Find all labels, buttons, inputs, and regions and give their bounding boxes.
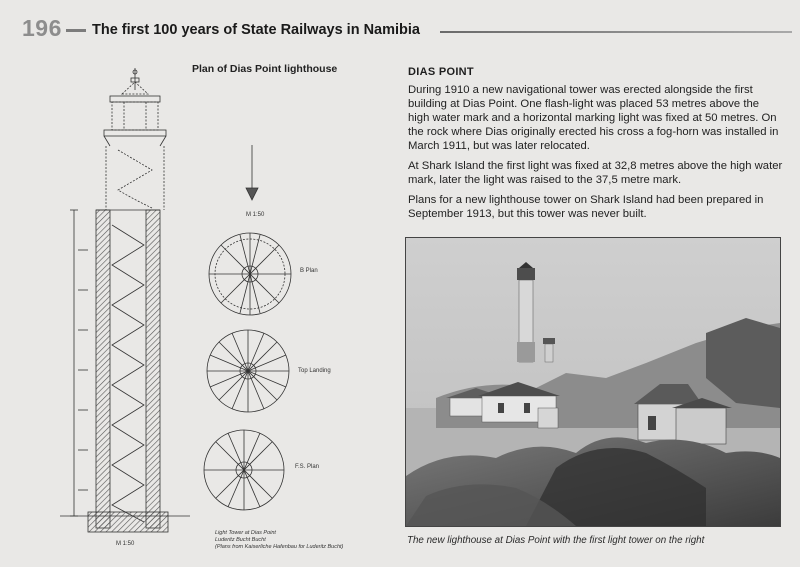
floor-plan-2 xyxy=(207,330,289,412)
lighthouse-photo xyxy=(405,237,781,527)
north-arrow-icon xyxy=(246,145,258,200)
level-3-label: F.S. Plan xyxy=(295,464,320,470)
legend-line-1: Light Tower at Dias Point xyxy=(215,530,276,536)
article xyxy=(408,66,783,227)
floor-plan-3 xyxy=(204,430,284,510)
level-1-label: B Plan xyxy=(300,268,318,274)
header-dash xyxy=(66,29,86,32)
page-header xyxy=(22,14,792,44)
lighthouse-plan-drawing xyxy=(40,60,380,555)
floor-plan-1 xyxy=(209,233,291,315)
plan-title: Plan of Dias Point lighthouse xyxy=(192,63,338,75)
level-2-label: Top Landing xyxy=(298,368,331,374)
paragraph-3: Plans for a new lighthouse tower on Shark Island had been prepared in September 1913, but this tower was never built. xyxy=(408,194,764,220)
lighthouse-plan-svg xyxy=(40,60,380,555)
header-rule xyxy=(440,31,792,33)
tower-elevation xyxy=(60,68,190,532)
photo-caption: The new lighthouse at Dias Point with the first light tower on the right xyxy=(407,535,705,546)
legend-line-3: (Plans from Kaiserliche Hafenbau for Luderitz Bucht) xyxy=(215,544,344,550)
tower-scale-label: M 1:50 xyxy=(116,541,135,547)
book-title: The first 100 years of State Railways in Namibia xyxy=(92,22,420,38)
paragraph-1: During 1910 a new navigational tower was erected alongside the first building at Dias Point. One flash-light was placed 53 metres above the high water mark and a horizontal marking light was fixed at 50 metres. On the rock where Dias originally erected his cross a fog-horn was installed in March 1911, but was later relocated. xyxy=(408,84,779,152)
page-number: 196 xyxy=(22,15,62,41)
section-heading: DIAS POINT xyxy=(408,66,474,78)
lighthouse-photo-svg xyxy=(406,238,780,526)
north-scale-label: M 1:50 xyxy=(246,212,265,218)
paragraph-2: At Shark Island the first light was fixed at 32,8 metres above the high water mark, later the light was raised to the 37,5 metre mark. xyxy=(408,160,783,186)
legend-line-2: Luderitz Bucht Bucht xyxy=(215,537,266,543)
